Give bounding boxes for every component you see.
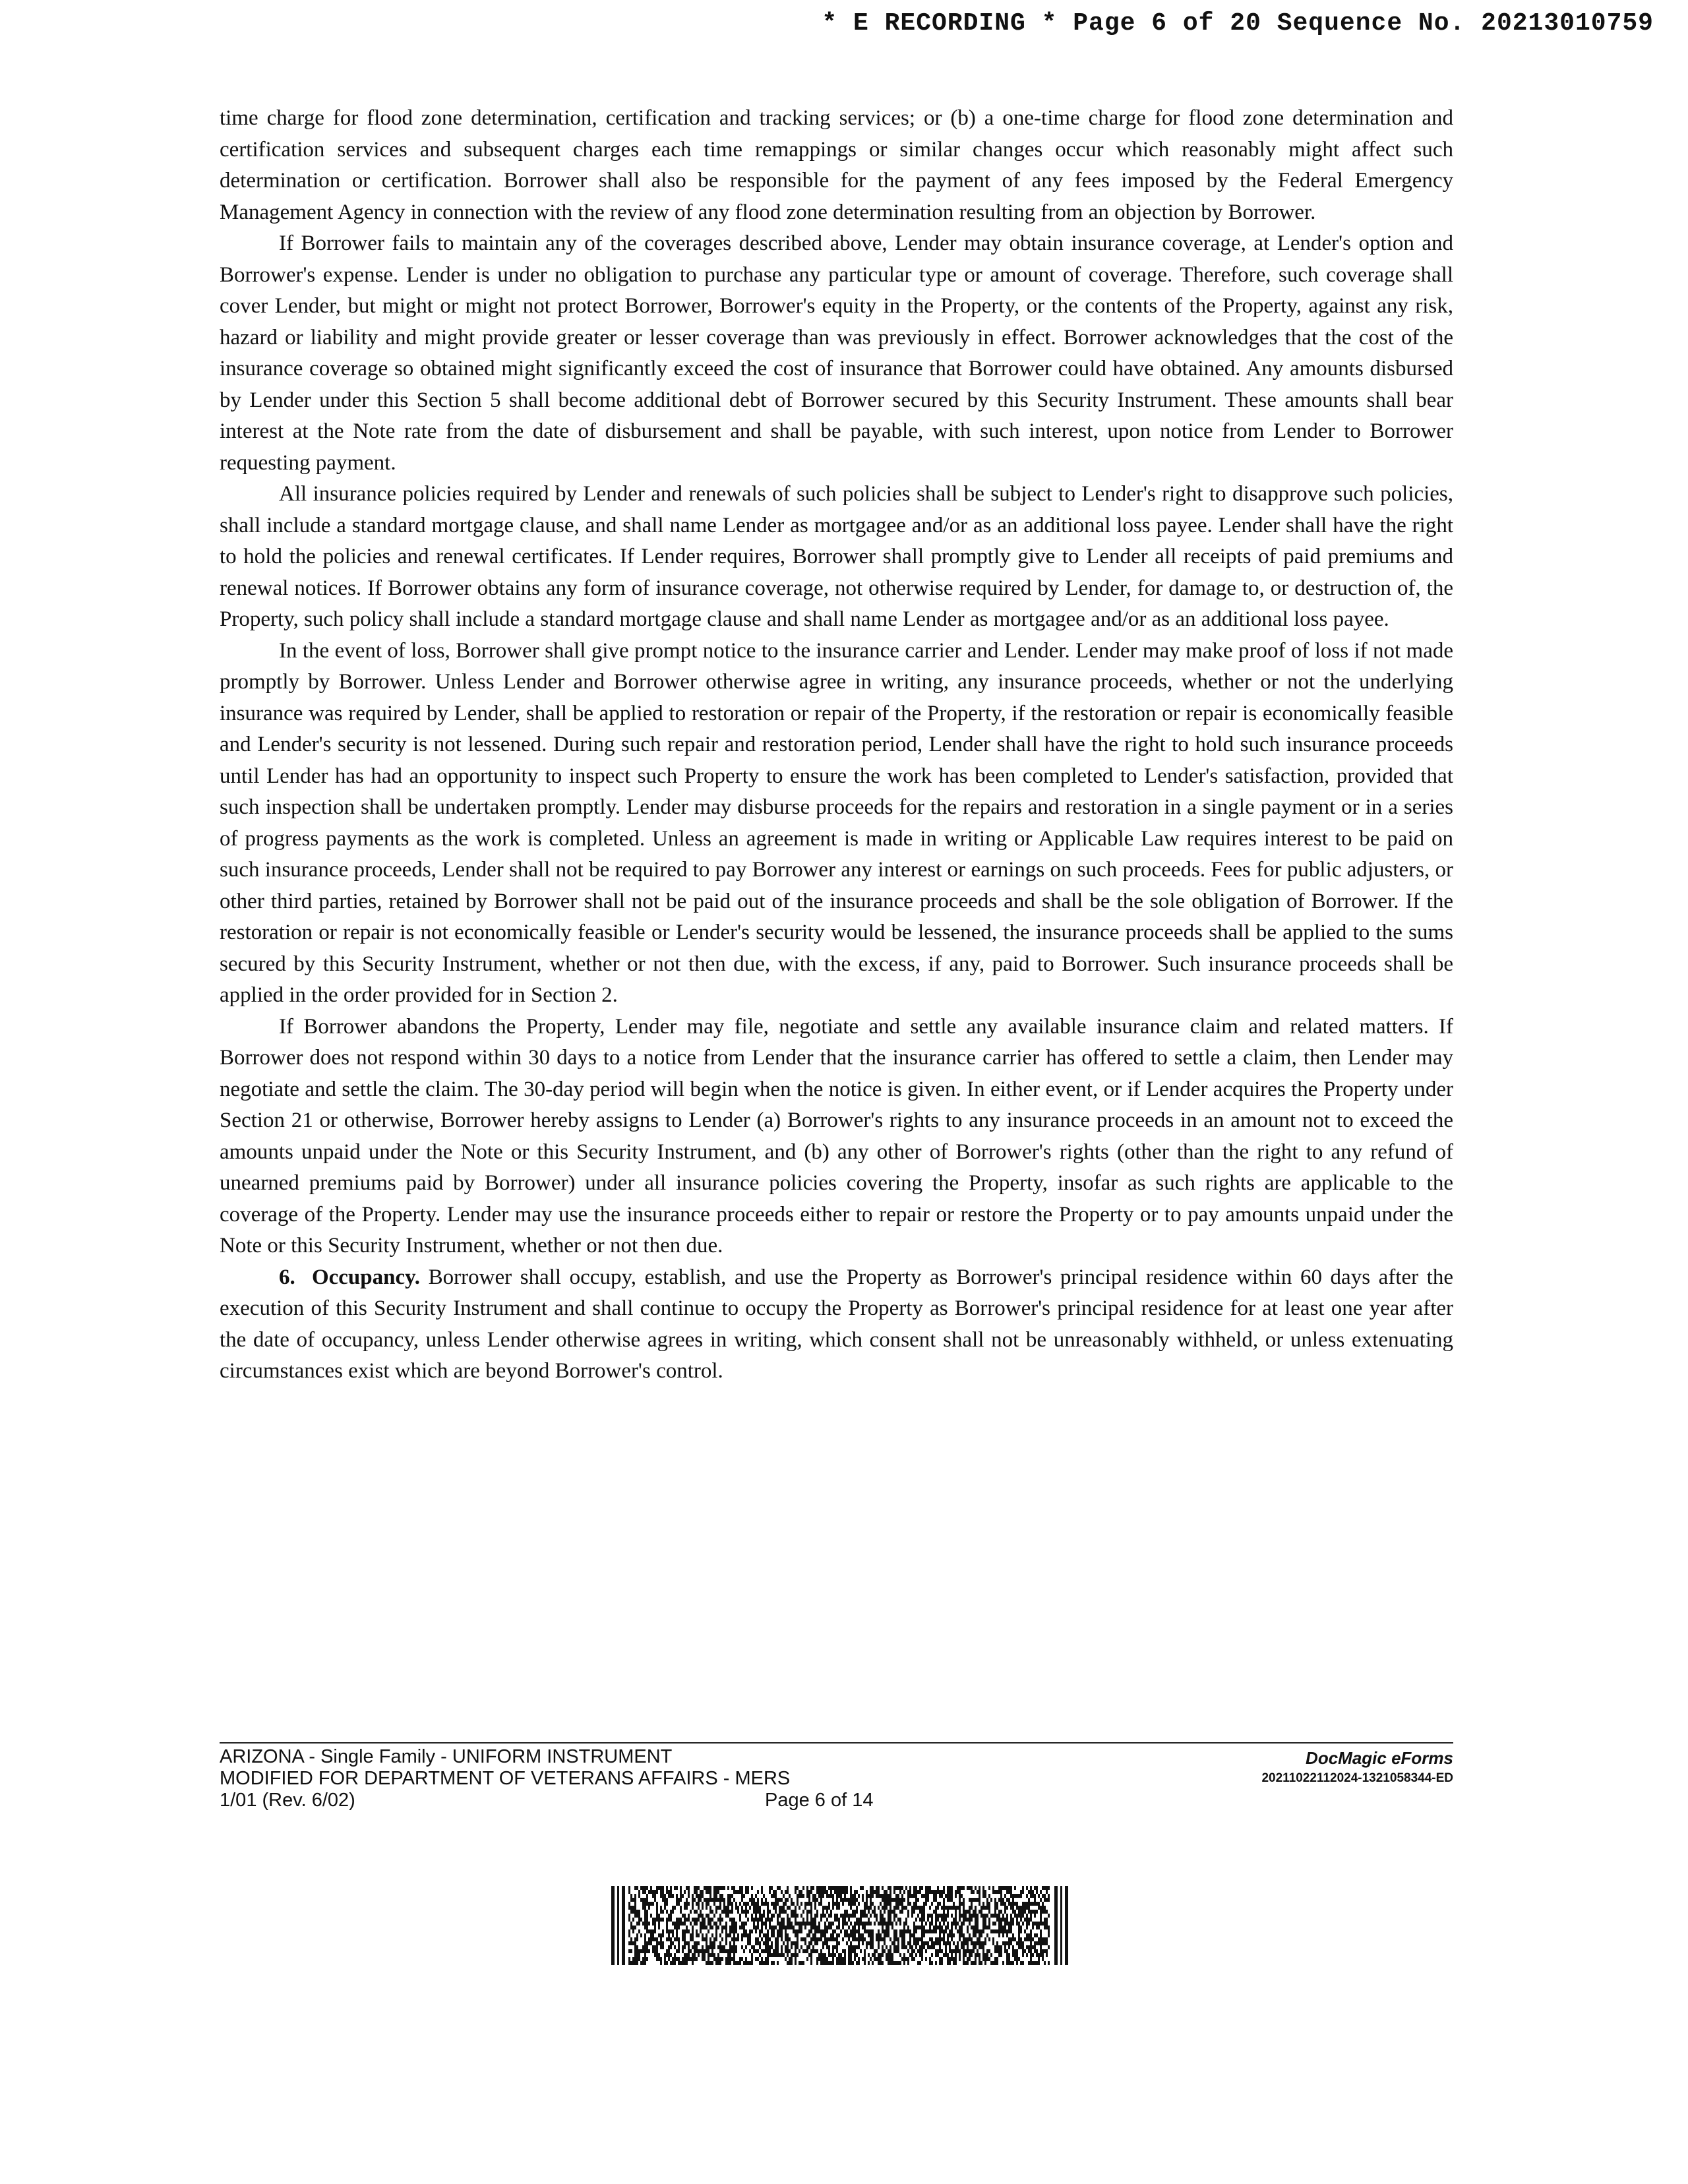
document-id: 20211022112024-1321058344-ED <box>1261 1771 1453 1785</box>
footer-line-1: ARIZONA - Single Family - UNIFORM INSTRUMENT <box>220 1746 673 1767</box>
section-title: Occupancy. <box>311 1265 421 1289</box>
paragraph-event-of-loss: In the event of loss, Borrower shall give prompt notice to the insurance carrier and Lender. Lender may make proof of loss if not made promptly by Borrower. Unless Lender and Borrower otherwise agree in writing, any insurance proceeds, whether or not the underlying insurance was required by Lender, shall be applied to restoration or repair of the Property, if the restoration or repair is economically feasible and Lender's security is not lessened. During such repair and restoration period, Lender shall have the right to hold such insurance proceeds until Lender has had an opportunity to inspect such Property to ensure the work has been completed to Lender's satisfaction, provided that such inspection shall be undertaken promptly. Lender may disburse proceeds for the repairs and restoration in a single payment or in a series of progress payments as the work is completed. Unless an agreement is made in writing or Applicable Law requires interest to be paid on such insurance proceeds, Lender shall not be required to pay Borrower any interest or earnings on such proceeds. Fees for public adjusters, or other third parties, retained by Borrower shall not be paid out of the insurance proceeds and shall be the sole obligation of Borrower. If the restoration or repair is not economically feasible or Lender's security would be lessened, the insurance proceeds shall be applied to the sums secured by this Security Instrument, whether or not then due, with the excess, if any, paid to Borrower. Such insurance proceeds shall be applied in the order provided for in Section 2. <box>220 638 1453 1007</box>
paragraph-lender-coverage: If Borrower fails to maintain any of the coverages described above, Lender may obtain insurance coverage, at Lender's option and Borrower's expense. Lender is under no obligation to purchase any particular type or amount of coverage. Therefore, such coverage shall cover Lender, but might or might not protect Borrower, Borrower's equity in the Property, or the contents of the Property, against any risk, hazard or liability and might provide greater or lesser coverage than was previously in effect. Borrower acknowledges that the cost of the insurance coverage so obtained might significantly exceed the cost of insurance that Borrower could have obtained. Any amounts disbursed by Lender under this Section 5 shall become additional debt of Borrower secured by this Security Instrument. These amounts shall bear interest at the Note rate from the date of disbursement and shall be payable, with such interest, upon notice from Lender to Borrower requesting payment. <box>220 231 1453 475</box>
docmagic-logo: DocMagic eForms <box>1306 1748 1453 1768</box>
footer-brand-block <box>1261 1747 1453 1788</box>
footer-line-2: MODIFIED FOR DEPARTMENT OF VETERANS AFFAIRS - MERS <box>220 1768 791 1789</box>
footer-divider <box>220 1742 1453 1744</box>
recording-header: * E RECORDING * Page 6 of 20 Sequence No. 20213010759 <box>822 9 1654 38</box>
footer-form-info <box>220 1746 790 1811</box>
barcode-icon <box>611 1886 1068 1965</box>
section-text: Borrower shall occupy, establish, and use the Property as Borrower's principal residence within 60 days after the execution of this Security Instrument and shall continue to occupy the Property as Borrower's principal residence for at least one year after the date of occupancy, unless Lender otherwise agrees in writing, which consent shall not be unreasonably withheld, or unless extenuating circumstances exist which are beyond Borrower's control. <box>220 1265 1454 1383</box>
paragraph-flood-zone: time charge for flood zone determination, certification and tracking services; or (b) a one-time charge for flood zone determination and certification services and subsequent charges each time remappings or similar changes occur which reasonably might affect such determination or certification. Borrower shall also be responsible for the payment of any fees imposed by the Federal Emergency Management Agency in connection with the review of any flood zone determination resulting from an objection by Borrower. <box>220 106 1453 224</box>
section-occupancy <box>220 1262 1453 1387</box>
paragraph-insurance-policies: All insurance policies required by Lender and renewals of such policies shall be subject to Lender's right to disapprove such policies, shall include a standard mortgage clause, and shall name Lender as mortgagee and/or as an additional loss payee. Lender shall have the right to hold the policies and renewal certificates. If Lender requires, Borrower shall promptly give to Lender all receipts of paid premiums and renewal notices. If Borrower obtains any form of insurance coverage, not otherwise required by Lender, for damage to, or destruction of, the Property, such policy shall include a standard mortgage clause and shall name Lender as mortgagee and/or as an additional loss payee. <box>220 482 1453 631</box>
footer-line-3: 1/01 (Rev. 6/02) <box>220 1790 355 1811</box>
footer-page-number: Page 6 of 14 <box>765 1790 874 1811</box>
section-number: 6. <box>279 1265 295 1289</box>
document-body <box>220 103 1453 1387</box>
paragraph-abandonment: If Borrower abandons the Property, Lender may file, negotiate and settle any available insurance claim and related matters. If Borrower does not respond within 30 days to a notice from Lender that the insurance carrier has offered to settle a claim, then Lender may negotiate and settle the claim. The 30-day period will begin when the notice is given. In either event, or if Lender acquires the Property under Section 21 or otherwise, Borrower hereby assigns to Lender (a) Borrower's rights to any insurance proceeds in an amount not to exceed the amounts unpaid under the Note or this Security Instrument, and (b) any other of Borrower's rights (other than the right to any refund of unearned premiums paid by Borrower) under all insurance policies covering the Property, insofar as such rights are applicable to the coverage of the Property. Lender may use the insurance proceeds either to repair or restore the Property or to pay amounts unpaid under the Note or this Security Instrument, whether or not then due. <box>220 1014 1453 1258</box>
